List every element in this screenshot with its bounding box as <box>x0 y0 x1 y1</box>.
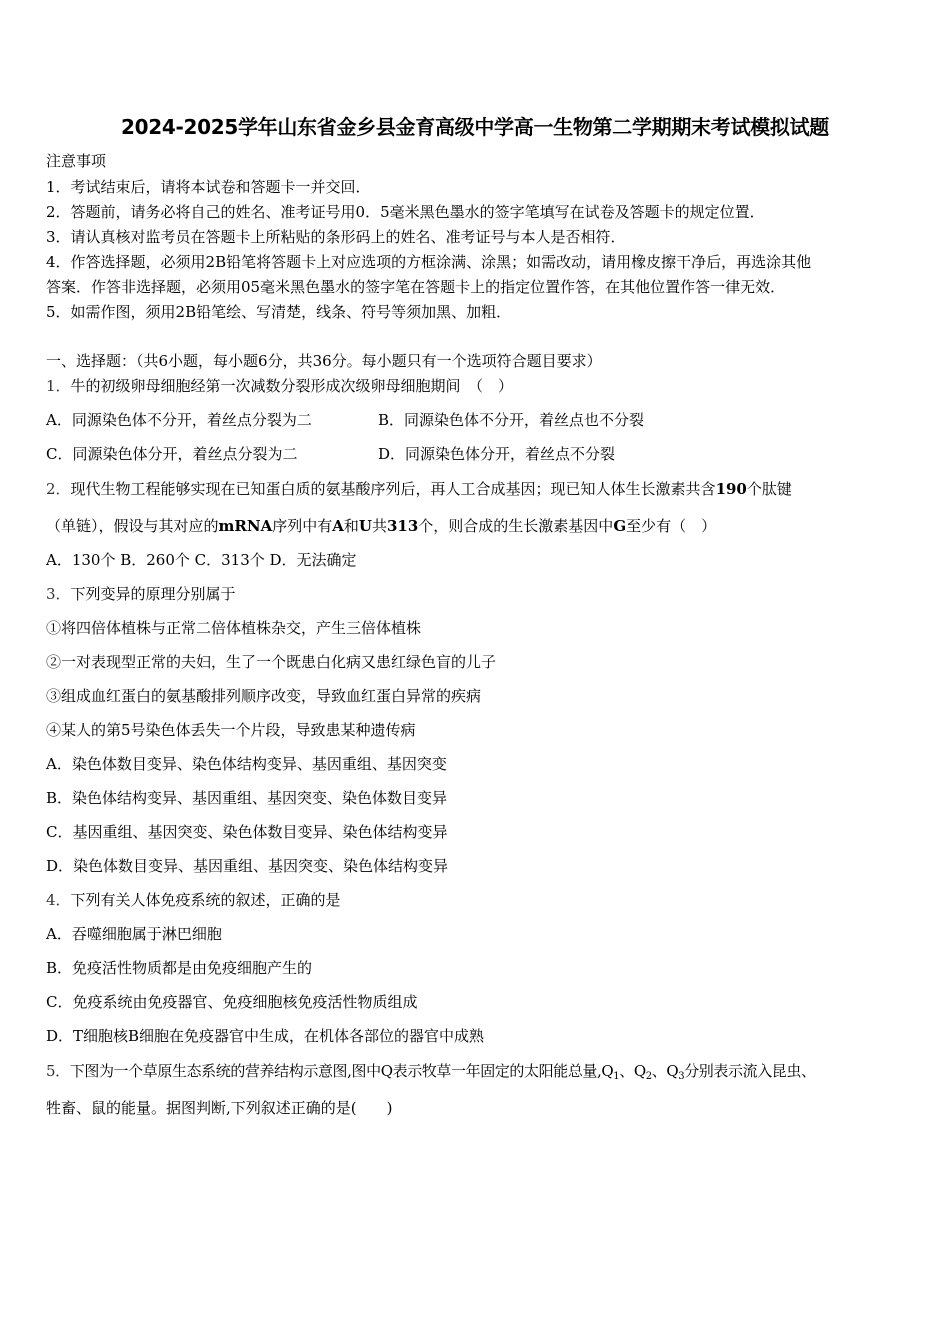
section-heading: 一、选择题：（共6小题，每小题6分，共36分。每小题只有一个选项符合题目要求） <box>46 352 602 370</box>
q4-option-a: A．吞噬细胞属于淋巴细胞 <box>46 925 222 943</box>
q3-item-1: ①将四倍体植株与正常二倍体植株杂交，产生三倍体植株 <box>46 619 422 637</box>
q1-stem-text: 牛的初级卵母细胞经第一次减数分裂形成次级卵母细胞期间 （ ） <box>70 377 514 395</box>
q2-stem-text-2b: mRNA <box>218 517 273 535</box>
notice-item-4-cont: 答案．作答非选择题，必须用05毫米黑色墨水的签字笔在答题卡上的指定位置作答，在其他位置作答一律无效． <box>46 278 786 296</box>
q2-stem-text-2j: G <box>613 517 627 535</box>
q5-stem-line-1 <box>46 1062 916 1086</box>
notice-item-3: 3．请认真核对监考员在答题卡上所粘贴的条形码上的姓名、准考证号与本人是否相符． <box>46 228 626 246</box>
q2-stem-text-2a: （单链），假设与其对应的 <box>46 517 219 535</box>
q2-stem-text-1c: 个肽键 <box>746 480 792 498</box>
q3-item-2: ②一对表现型正常的夫妇，生了一个既患白化病又患红绿色盲的儿子 <box>46 653 497 671</box>
q3-option-a: A．染色体数目变异、染色体结构变异、基因重组、基因突变 <box>46 755 447 773</box>
q2-stem-text-1a: 现代生物工程能够实现在已知蛋白质的氨基酸序列后，再人工合成基因；现已知人体生长激素共含 <box>70 480 716 498</box>
q2-stem-line-2 <box>46 517 916 535</box>
notice-item-2: 2．答题前，请务必将自己的姓名、准考证号用0．5毫米黑色墨水的签字笔填写在试卷及答题卡的规定位置． <box>46 203 765 221</box>
notice-item-5: 5．如需作图，须用2B铅笔绘、写清楚，线条、符号等须加黑、加粗． <box>46 303 512 321</box>
q5-stem-line-2: 牲畜、鼠的能量。据图判断,下列叙述正确的是( ) <box>46 1099 393 1117</box>
q5-separator-1: 、Q <box>619 1062 646 1080</box>
q2-stem-text-2h: 313 <box>386 517 419 535</box>
q1-options-row-1 <box>46 411 916 429</box>
q2-number: 2． <box>46 480 71 498</box>
q2-stem-text-2d: A <box>332 517 344 535</box>
q3-stem-text: 下列变异的原理分别属于 <box>70 585 236 603</box>
q3-option-d: D．染色体数目变异、基因重组、基因突变、染色体结构变异 <box>46 857 449 875</box>
q5-stem-text-1a: 下图为一个草原生态系统的营养结构示意图,图中Q表示牧草一年固定的太阳能总量,Q <box>69 1062 614 1080</box>
q2-stem-text-2k: 至少有（ ） <box>626 517 717 535</box>
q5-separator-2: 、Q <box>651 1062 679 1080</box>
q5-stem-text-1b: 分别表示流入昆虫、 <box>684 1062 816 1080</box>
q1-option-c: C．同源染色体分开，着丝点分裂为二 <box>46 445 298 463</box>
q2-stem-text-2i: 个，则合成的生长激素基因中 <box>418 517 614 535</box>
q5-subscript-2: 2 <box>645 1071 652 1082</box>
q4-option-b: B．免疫活性物质都是由免疫细胞产生的 <box>46 959 313 977</box>
q5-subscript-1: 1 <box>613 1071 620 1082</box>
q4-stem <box>46 891 916 909</box>
q2-stem-line-1 <box>46 480 916 498</box>
q2-stem-text-2c: 序列中有 <box>272 517 333 535</box>
q1-option-d: D．同源染色体分开，着丝点不分裂 <box>378 445 616 463</box>
q2-stem-text-1b: 190 <box>715 480 747 498</box>
q3-option-c: C．基因重组、基因突变、染色体数目变异、染色体结构变异 <box>46 823 448 841</box>
notice-heading: 注意事项 <box>46 152 107 170</box>
q1-option-b: B．同源染色体不分开，着丝点也不分裂 <box>378 411 645 429</box>
q2-stem-text-2f: U <box>358 517 372 535</box>
q3-item-3: ③组成血红蛋白的氨基酸排列顺序改变，导致血红蛋白异常的疾病 <box>46 687 482 705</box>
q2-options: A．130个 B．260个 C．313个 D．无法确定 <box>46 551 357 569</box>
q3-item-4: ④某人的第5号染色体丢失一个片段，导致患某种遗传病 <box>46 721 416 739</box>
notice-item-1: 1．考试结束后，请将本试卷和答题卡一并交回． <box>46 178 371 196</box>
q4-number: 4． <box>46 891 71 909</box>
q1-number: 1． <box>46 377 71 395</box>
q1-stem <box>46 377 916 395</box>
q5-subscript-3: 3 <box>678 1071 685 1082</box>
q5-number: 5． <box>46 1062 70 1080</box>
page-title: 2024-2025学年山东省金乡县金育高级中学高一生物第二学期期末考试模拟试题 <box>121 115 829 139</box>
q4-option-c: C．免疫系统由免疫器官、免疫细胞核免疫活性物质组成 <box>46 993 418 1011</box>
q2-stem-text-2e: 和 <box>343 517 359 535</box>
q1-option-a: A．同源染色体不分开，着丝点分裂为二 <box>46 411 312 429</box>
notice-item-4: 4．作答选择题，必须用2B铅笔将答题卡上对应选项的方框涂满、涂黑；如需改动，请用橡皮擦干净后，再选涂其他 <box>46 253 812 271</box>
q3-number: 3． <box>46 585 71 603</box>
q4-stem-text: 下列有关人体免疫系统的叙述，正确的是 <box>70 891 341 909</box>
q4-option-d: D．T细胞核B细胞在免疫器官中生成，在机体各部位的器官中成熟 <box>46 1027 485 1045</box>
q2-stem-text-2g: 共 <box>371 517 387 535</box>
q3-option-b: B．染色体结构变异、基因重组、基因突变、染色体数目变异 <box>46 789 448 807</box>
q1-options-row-2 <box>46 445 916 463</box>
q3-stem <box>46 585 916 603</box>
